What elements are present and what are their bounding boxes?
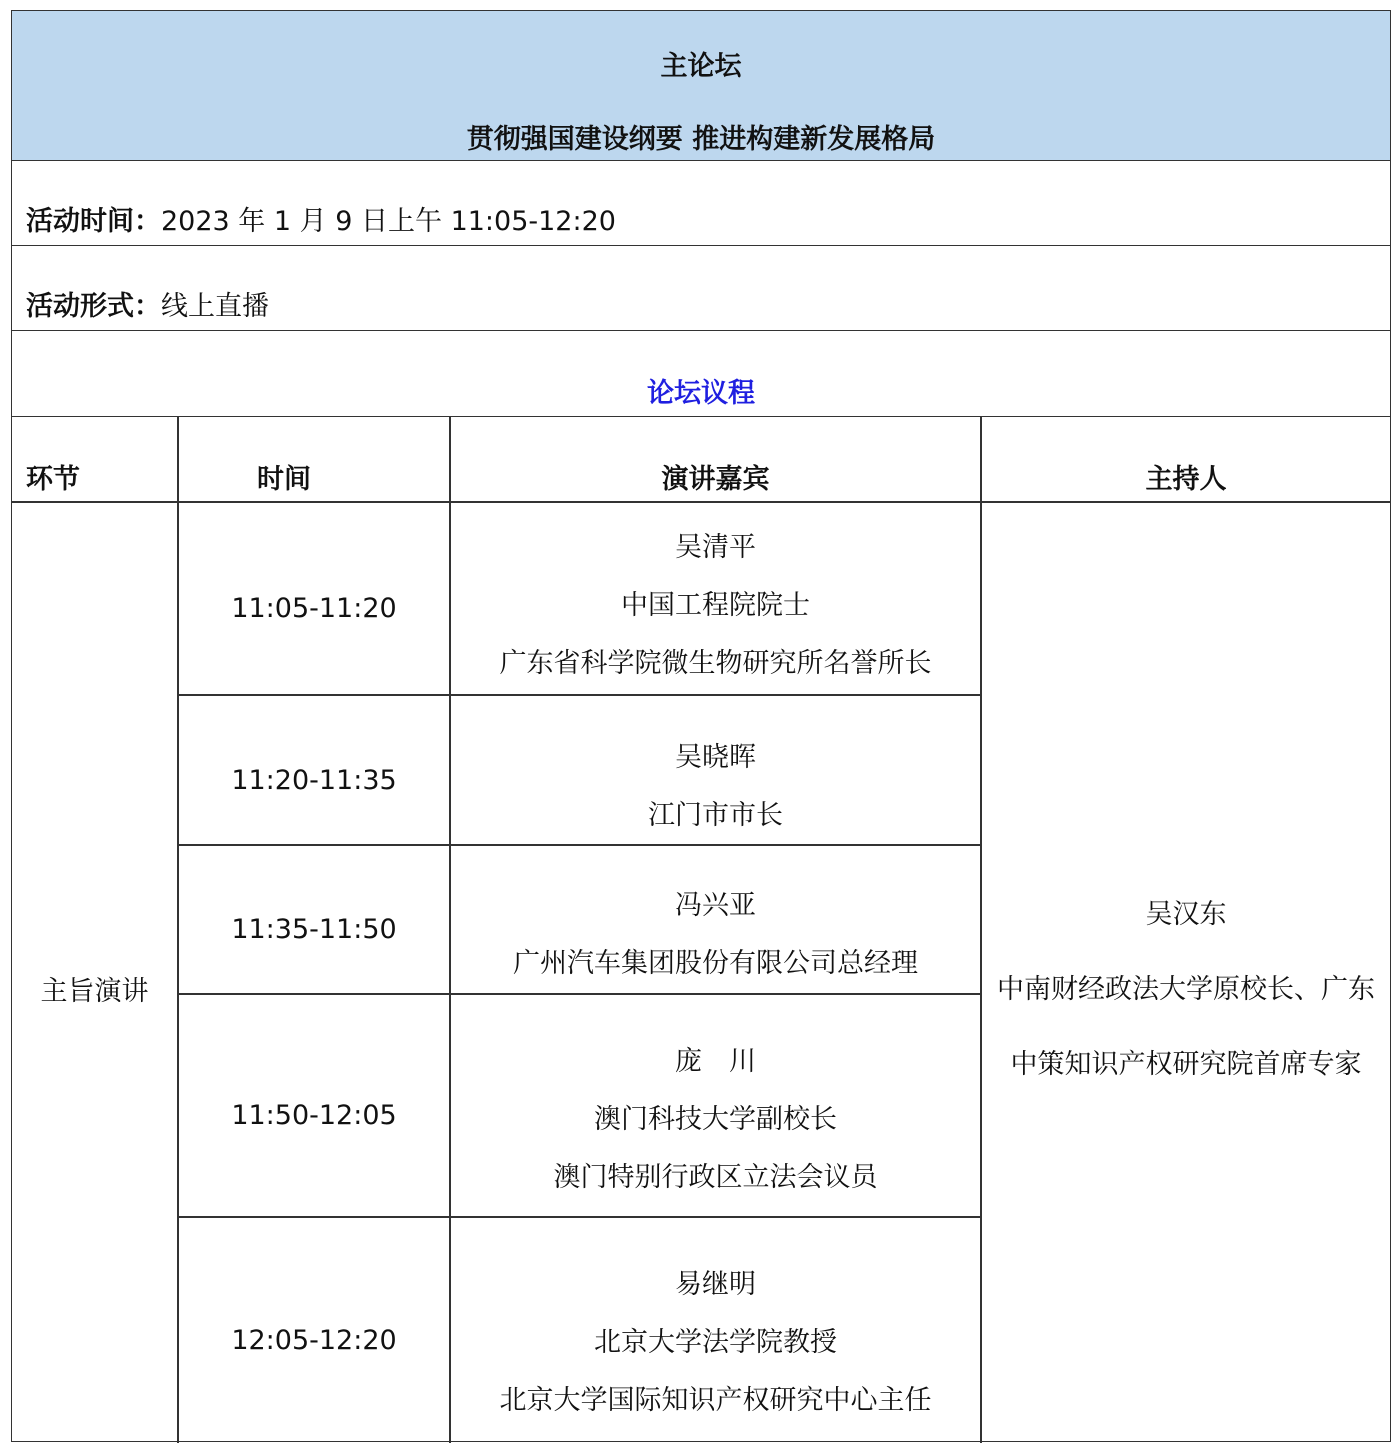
speaker-name: 庞 川	[675, 1046, 756, 1077]
table-row-4-speaker	[450, 994, 981, 1217]
column-header-host: 主持人	[1145, 464, 1227, 495]
agenda-title-row	[12, 331, 1390, 417]
forum-table	[11, 10, 1391, 1442]
column-header-session: 环节	[26, 464, 80, 495]
table-row-1-speaker	[450, 502, 981, 694]
forum-title: 主论坛	[660, 51, 742, 82]
speaker-title: 北京大学法学院教授	[594, 1327, 837, 1358]
time-value: 11:20-11:35	[231, 765, 397, 796]
activity-time-value: 2023 年 1 月 9 日上午 11:05-12:20	[161, 206, 616, 237]
speaker-title: 广州汽车集团股份有限公司总经理	[513, 948, 918, 979]
activity-time-row	[12, 161, 1390, 246]
speaker-name: 易继明	[675, 1269, 756, 1300]
host-name: 吴汉东	[1145, 899, 1227, 930]
table-row-5-speaker	[450, 1217, 981, 1443]
forum-subtitle: 贯彻强国建设纲要 推进构建新发展格局	[466, 124, 936, 155]
time-value: 11:50-12:05	[231, 1100, 397, 1131]
column-header-time: 时间	[257, 464, 311, 495]
activity-format-label: 活动形式：	[26, 291, 161, 322]
table-row-2-speaker	[450, 695, 981, 845]
time-value: 11:05-11:20	[231, 593, 397, 624]
time-value: 11:35-11:50	[231, 914, 397, 945]
speaker-title: 北京大学国际知识产权研究中心主任	[499, 1385, 932, 1416]
speaker-title: 澳门特别行政区立法会议员	[553, 1162, 878, 1193]
host-title: 中南财经政法大学原校长、广东	[997, 974, 1375, 1005]
host-title: 中策知识产权研究院首席专家	[1010, 1049, 1362, 1080]
speaker-name: 吴清平	[675, 532, 756, 563]
speaker-title: 中国工程院院士	[621, 590, 810, 621]
table-row-3-speaker	[450, 845, 981, 994]
column-header-speaker: 演讲嘉宾	[661, 464, 770, 495]
speaker-name: 吴晓晖	[675, 742, 756, 773]
activity-format-value: 线上直播	[161, 291, 269, 322]
speaker-title: 江门市市长	[648, 800, 783, 831]
speaker-title: 广东省科学院微生物研究所名誉所长	[499, 648, 932, 679]
time-value: 12:05-12:20	[231, 1325, 397, 1356]
activity-time-label: 活动时间：	[26, 206, 161, 237]
activity-format-row	[12, 246, 1390, 331]
speaker-name: 冯兴亚	[675, 890, 756, 921]
host-cell	[981, 502, 1391, 1443]
forum-header	[12, 11, 1390, 161]
agenda-title: 论坛议程	[647, 378, 755, 409]
speaker-title: 澳门科技大学副校长	[594, 1104, 837, 1135]
session-name: 主旨演讲	[40, 976, 149, 1007]
